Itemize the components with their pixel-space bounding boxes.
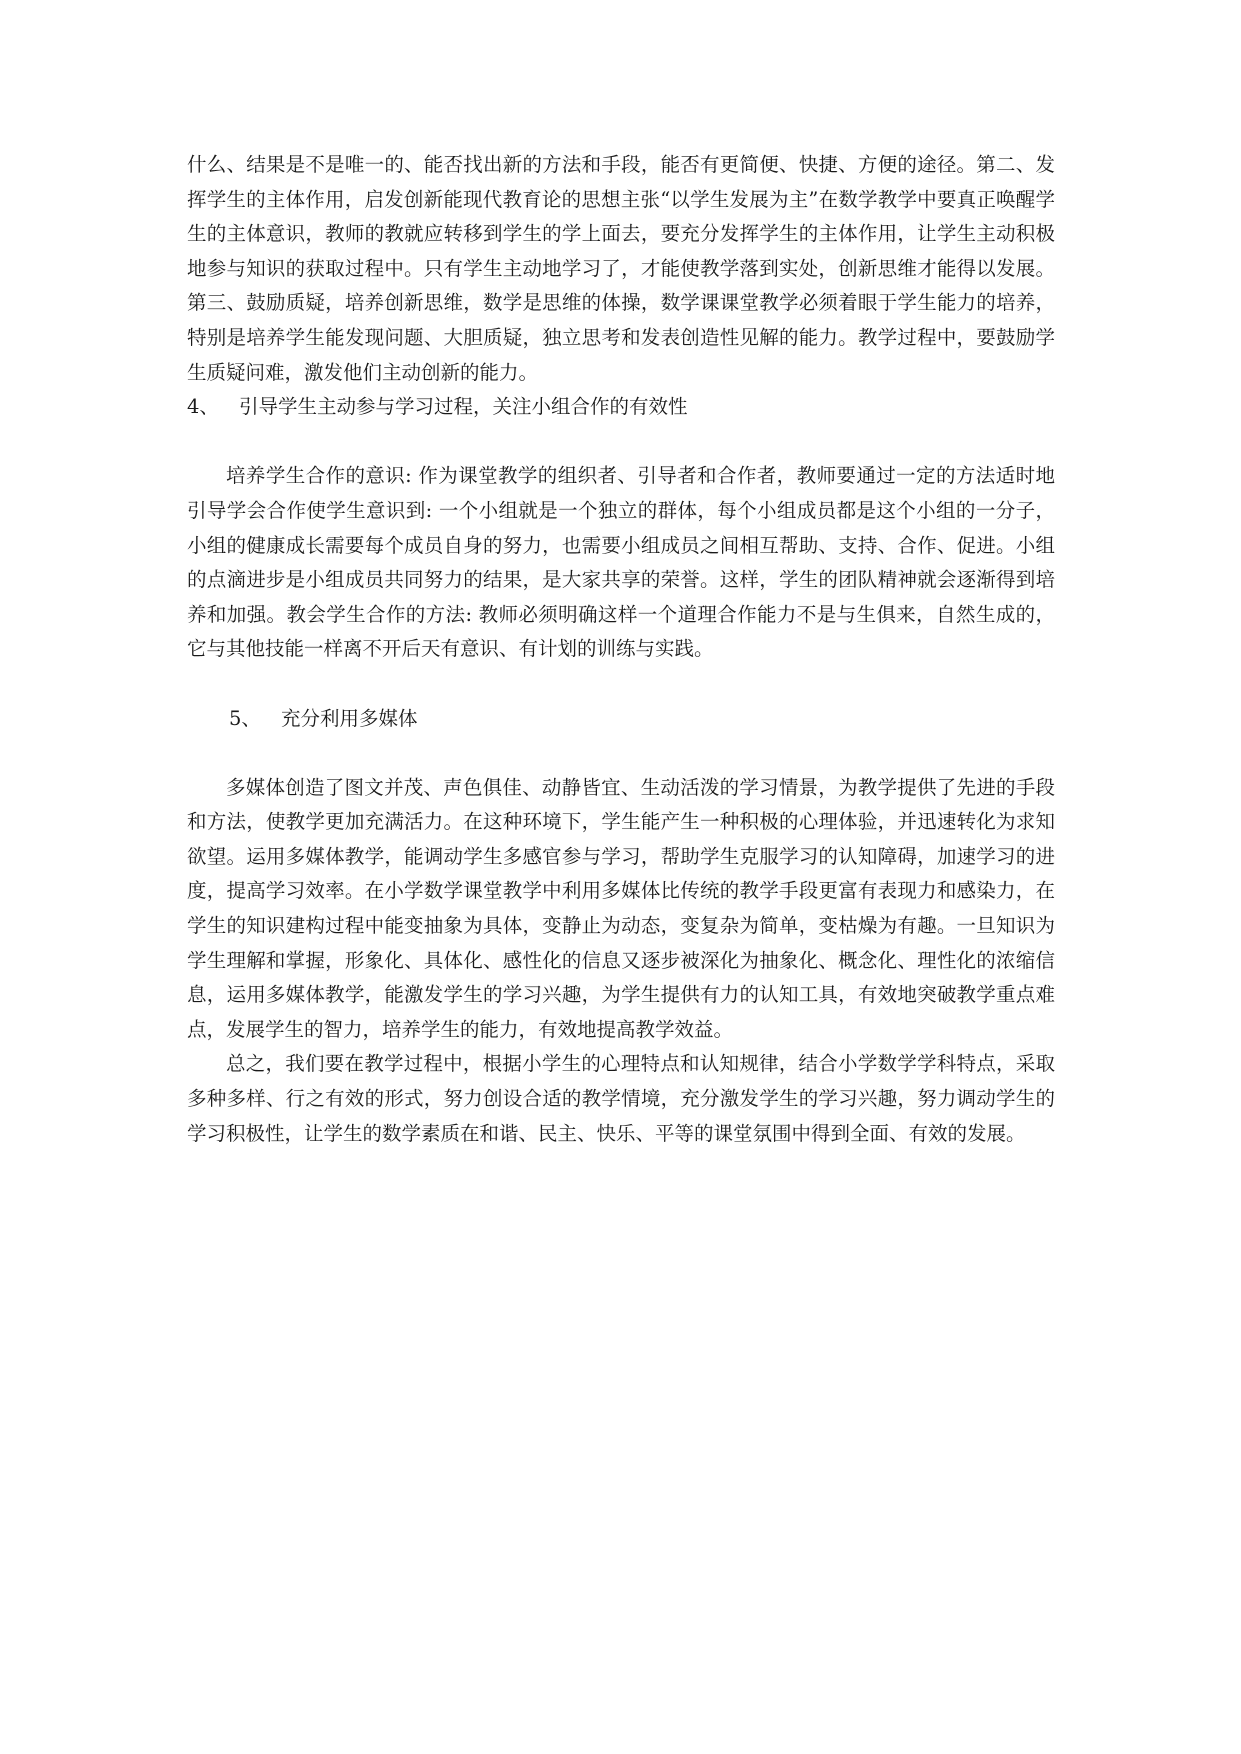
section-number-4: 4、 [187, 395, 219, 419]
spacer [187, 736, 1055, 771]
section-heading-4 [187, 390, 1055, 425]
paragraph-cooperation: 培养学生合作的意识: 作为课堂教学的组织者、引导者和合作者，教师要通过一定的方法适时地引导学会合作使学生意识到: 一个小组就是一个独立的群体，每个小组成员都是这个小组的一分子，小组的健康成长需要每个成员自身的努力，也需要小组成员之间相互帮助、支持、合作、促进。小组的点滴进步是小组成员共同努力的结果，是大家共享的荣誉。这样，学生的团队精神就会逐渐得到培养和加强。教会学生合作的方法: 教师必须明确这样一个道理合作能力不是与生俱来，自然生成的，它与其他技能一样离不开后天有意识、有计划的训练与实践。 [187, 464, 1055, 661]
section-title-4: 引导学生主动参与学习过程，关注小组合作的有效性 [239, 395, 688, 419]
paragraph-innovation: 什么、结果是不是唯一的、能否找出新的方法和手段，能否有更简便、快捷、方便的途径。第二、发挥学生的主体作用，启发创新能现代教育论的思想主张“以学生发展为主”在数学教学中要真正唤醒学生的主体意识，教师的教就应转移到学生的学上面去，要充分发挥学生的主体作用，让学生主动积极地参与知识的获取过程中。只有学生主动地学习了，才能使教学落到实处，创新思维才能得以发展。第三、鼓励质疑，培养创新思维，数学是思维的体操，数学课课堂教学必须着眼于学生能力的培养，特别是培养学生能发现问题、大胆质疑，独立思考和发表创造性见解的能力。教学过程中，要鼓励学生质疑问难，激发他们主动创新的能力。 [187, 153, 1055, 384]
section-title-5: 充分利用多媒体 [281, 706, 418, 730]
paragraph-conclusion: 总之，我们要在教学过程中，根据小学生的心理特点和认知规律，结合小学数学学科特点，采取多种多样、行之有效的形式，努力创设合适的教学情境，充分激发学生的学习兴趣，努力调动学生的学习积极性，让学生的数学素质在和谐、民主、快乐、平等的课堂氛围中得到全面、有效的发展。 [187, 1052, 1055, 1145]
spacer [187, 667, 1055, 702]
spacer [187, 425, 1055, 460]
document-body [187, 148, 1055, 1151]
section-heading-5 [187, 702, 1055, 737]
paragraph-multimedia: 多媒体创造了图文并茂、声色俱佳、动静皆宜、生动活泼的学习情景，为教学提供了先进的手段和方法，使教学更加充满活力。在这种环境下，学生能产生一种积极的心理体验，并迅速转化为求知欲望。运用多媒体教学，能调动学生多感官参与学习，帮助学生克服学习的认知障碍，加速学习的进度，提高学习效率。在小学数学课堂教学中利用多媒体比传统的教学手段更富有表现力和感染力，在学生的知识建构过程中能变抽象为具体，变静止为动态，变复杂为简单，变枯燥为有趣。一旦知识为学生理解和掌握，形象化、具体化、感性化的信息又逐步被深化为抽象化、概念化、理性化的浓缩信息，运用多媒体教学，能激发学生的学习兴趣，为学生提供有力的认知工具，有效地突破教学重点难点，发展学生的智力，培养学生的能力，有效地提高教学效益。 [187, 775, 1055, 1041]
section-number-5: 5、 [229, 706, 261, 730]
